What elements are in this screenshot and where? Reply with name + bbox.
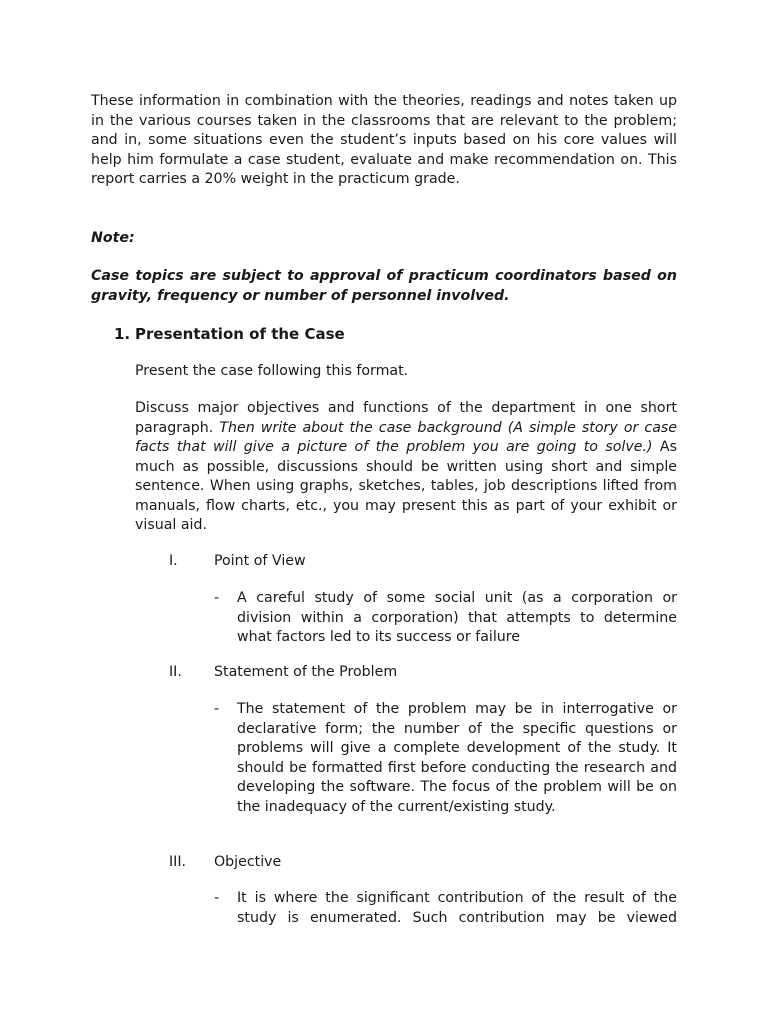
item-description: The statement of the problem may be in interrogative or declarative form; the number of the specific questions or problems will give a complete development of the study. It should be formatted first before conducting the research and developing the software. The focus of the problem will be on the inadequacy of the current/existing study. bbox=[237, 701, 677, 815]
item-title: Point of View bbox=[214, 553, 306, 569]
discuss-text-start: Discuss major objectives and functions of the department in one short paragraph. bbox=[135, 400, 677, 436]
item-dash: - bbox=[214, 701, 220, 717]
discuss-text-italic: Then write about the case background (A simple story or case facts that will give a picture of the problem you are going to solve.) bbox=[135, 419, 678, 455]
section-title: Presentation of the Case bbox=[135, 325, 345, 343]
discuss-paragraph bbox=[135, 399, 677, 536]
discuss-text-end: As much as possible, discussions should be written using short and simple sentence. When using graphs, sketches, tables, job descriptions lifted from manuals, flow charts, etc., you may present this as part of your exhibit or visual aid. bbox=[135, 439, 678, 533]
item-numeral: I. bbox=[169, 553, 178, 569]
section-number: 1. bbox=[114, 325, 131, 343]
case-topics-note: Case topics are subject to approval of practicum coordinators based on gravity, frequency or number of personnel involved. bbox=[91, 268, 677, 304]
item-numeral: III. bbox=[169, 854, 187, 870]
intro-paragraph: These information in combination with the theories, readings and notes taken up in the various courses taken in the classrooms that are relevant to the problem; and in, some situations even the student’s inputs based on his core values will help him formulate a case student, evaluate and make recommendation on. This report carries a 20% weight in the practicum grade. bbox=[91, 93, 677, 187]
item-description: It is where the significant contribution of the result of the study is enumerated. Such contribution may be viewed bbox=[237, 890, 677, 926]
item-numeral: II. bbox=[169, 664, 182, 680]
item-title: Statement of the Problem bbox=[214, 664, 398, 680]
item-dash: - bbox=[214, 590, 220, 606]
present-instruction: Present the case following this format. bbox=[135, 363, 409, 379]
item-description: A careful study of some social unit (as a corporation or division within a corporation) that attempts to determine what factors led to its success or failure bbox=[237, 590, 677, 645]
note-label: Note: bbox=[91, 230, 135, 246]
item-dash: - bbox=[214, 890, 220, 906]
item-title: Objective bbox=[214, 854, 282, 870]
